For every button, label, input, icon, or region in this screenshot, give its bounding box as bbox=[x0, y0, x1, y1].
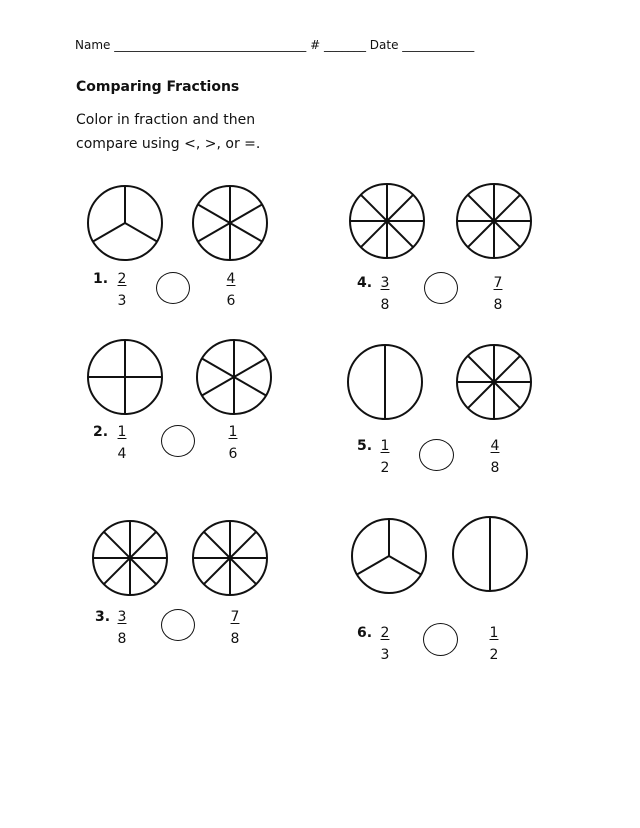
problem-number: 5. bbox=[357, 438, 373, 454]
denominator: 3 bbox=[117, 293, 127, 309]
problem-number: 3. bbox=[95, 609, 111, 625]
denominator: 8 bbox=[490, 460, 500, 476]
fraction-circle-left[interactable] bbox=[351, 518, 427, 594]
circle-divider bbox=[104, 558, 130, 584]
denominator: 3 bbox=[380, 647, 390, 663]
numerator: 4 bbox=[226, 271, 236, 287]
circle-divider bbox=[468, 195, 494, 221]
denominator: 4 bbox=[117, 446, 127, 462]
numerator: 3 bbox=[117, 609, 127, 625]
fraction-right bbox=[218, 421, 248, 465]
denominator: 8 bbox=[117, 631, 127, 647]
page-title: Comparing Fractions bbox=[76, 79, 240, 95]
circle-divider bbox=[230, 223, 262, 242]
circle-divider bbox=[387, 195, 413, 221]
circle-divider bbox=[230, 205, 262, 224]
compare-circle[interactable] bbox=[161, 609, 195, 641]
circle-divider bbox=[361, 221, 387, 247]
circle-divider bbox=[234, 359, 266, 378]
circle-divider bbox=[494, 221, 520, 247]
header-line bbox=[75, 38, 474, 52]
circle-divider bbox=[104, 532, 130, 558]
fraction-right bbox=[220, 606, 250, 650]
circle-divider bbox=[93, 223, 125, 242]
circle-divider bbox=[357, 556, 389, 575]
denominator: 8 bbox=[230, 631, 240, 647]
instructions-line-2: compare using <, >, or =. bbox=[76, 136, 261, 152]
circle-divider bbox=[230, 532, 256, 558]
fraction-left bbox=[370, 272, 400, 316]
fraction-right bbox=[483, 272, 513, 316]
fraction-circle-right[interactable] bbox=[456, 183, 532, 259]
problem-number: 6. bbox=[357, 625, 373, 641]
circle-divider bbox=[198, 223, 230, 242]
numerator: 2 bbox=[117, 271, 127, 287]
circle-divider bbox=[389, 556, 421, 575]
compare-circle[interactable] bbox=[423, 623, 458, 656]
denominator: 8 bbox=[380, 297, 390, 313]
fraction-left bbox=[370, 435, 400, 479]
numerator: 3 bbox=[380, 275, 390, 291]
fraction-circle-right[interactable] bbox=[192, 185, 268, 261]
numerator: 1 bbox=[117, 424, 127, 440]
name-label: Name bbox=[75, 38, 111, 52]
circle-divider bbox=[387, 221, 413, 247]
fraction-circle-right[interactable] bbox=[456, 344, 532, 420]
circle-divider bbox=[204, 532, 230, 558]
denominator: 8 bbox=[493, 297, 503, 313]
fraction-circle-left[interactable] bbox=[349, 183, 425, 259]
circle-divider bbox=[361, 195, 387, 221]
circle-divider bbox=[468, 356, 494, 382]
circle-divider bbox=[494, 382, 520, 408]
fraction-circle-left[interactable] bbox=[347, 344, 423, 420]
compare-circle[interactable] bbox=[424, 272, 458, 304]
fraction-left bbox=[370, 622, 400, 666]
numerator: 7 bbox=[230, 609, 240, 625]
problem-number: 1. bbox=[93, 271, 109, 287]
number-label: # bbox=[310, 38, 321, 52]
numerator: 1 bbox=[489, 625, 499, 641]
compare-circle[interactable] bbox=[419, 439, 454, 471]
fraction-left bbox=[107, 268, 137, 312]
circle-divider bbox=[494, 356, 520, 382]
fraction-left bbox=[107, 421, 137, 465]
fraction-circle-left[interactable] bbox=[87, 185, 163, 261]
fraction-circle-right[interactable] bbox=[452, 516, 528, 592]
fraction-left bbox=[107, 606, 137, 650]
date-label: Date bbox=[369, 38, 399, 52]
circle-divider bbox=[202, 359, 234, 378]
denominator: 6 bbox=[226, 293, 236, 309]
circle-divider bbox=[125, 223, 157, 242]
numerator: 2 bbox=[380, 625, 390, 641]
fraction-circle-left[interactable] bbox=[92, 520, 168, 596]
instructions-line-1: Color in fraction and then bbox=[76, 112, 256, 128]
circle-divider bbox=[494, 195, 520, 221]
numerator: 1 bbox=[228, 424, 238, 440]
denominator: 2 bbox=[380, 460, 390, 476]
fraction-circle-left[interactable] bbox=[87, 339, 163, 415]
numerator: 1 bbox=[380, 438, 390, 454]
circle-divider bbox=[130, 532, 156, 558]
denominator: 6 bbox=[228, 446, 238, 462]
fraction-right bbox=[480, 435, 510, 479]
problem-number: 4. bbox=[357, 275, 373, 291]
circle-divider bbox=[130, 558, 156, 584]
circle-divider bbox=[468, 382, 494, 408]
fraction-right bbox=[216, 268, 246, 312]
number-field[interactable]: _______ bbox=[323, 38, 366, 52]
denominator: 2 bbox=[489, 647, 499, 663]
name-field[interactable]: ________________________________ bbox=[114, 38, 307, 52]
fraction-circle-right[interactable] bbox=[196, 339, 272, 415]
numerator: 4 bbox=[490, 438, 500, 454]
date-field[interactable]: ____________ bbox=[402, 38, 475, 52]
circle-divider bbox=[234, 377, 266, 396]
compare-circle[interactable] bbox=[161, 425, 195, 457]
circle-divider bbox=[468, 221, 494, 247]
fraction-circle-right[interactable] bbox=[192, 520, 268, 596]
numerator: 7 bbox=[493, 275, 503, 291]
fraction-right bbox=[479, 622, 509, 666]
problem-number: 2. bbox=[93, 424, 109, 440]
compare-circle[interactable] bbox=[156, 272, 190, 304]
circle-divider bbox=[198, 205, 230, 224]
circle-divider bbox=[204, 558, 230, 584]
circle-divider bbox=[202, 377, 234, 396]
circle-divider bbox=[230, 558, 256, 584]
